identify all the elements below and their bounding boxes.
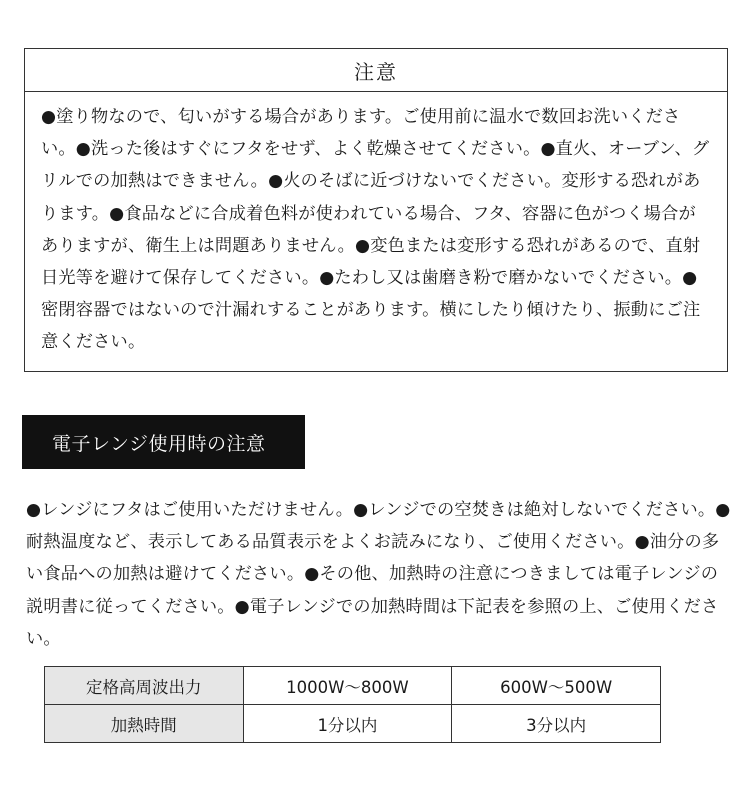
microwave-section-header: 電子レンジ使用時の注意 [22,415,305,469]
table-row [45,705,661,743]
heating-time-table [44,666,661,743]
output-label-cell: 定格高周波出力 [45,667,244,705]
notice-box [24,48,728,372]
notice-title: 注意 [25,49,727,92]
time-high-cell: 1分以内 [243,705,452,743]
output-low-cell: 600W〜500W [452,667,661,705]
time-low-cell: 3分以内 [452,705,661,743]
table-row [45,667,661,705]
notice-body: ●塗り物なので、匂いがする場合があります。ご使用前に温水で数回お洗いください。●洗った後はすぐにフタをせず、よく乾燥させてください。●直火、オーブン、グリルでの加熱はできません。●火のそばに近づけないでください。変形する恐れがあります。●食品などに合成着色料が使われている場合、フタ、容器に色がつく場合がありますが、衛生上は問題ありません。●変色または変形する恐れがあるので、直射日光等を避けて保存してください。●たわし又は歯磨き粉で磨かないでください。●密閉容器ではないので汁漏れすることがあります。横にしたり傾けたり、振動にご注意ください。 [41,107,710,353]
output-high-cell: 1000W〜800W [243,667,452,705]
microwave-notice-body: ●レンジにフタはご使用いただけません。●レンジでの空焚きは絶対しないでください。●耐熱温度など、表示してある品質表示をよくお読みになり、ご使用ください。●油分の多い食品への加熱は避けてください。●その他、加熱時の注意につきましては電子レンジの説明書に従ってください。●電子レンジでの加熱時間は下記表を参照の上、ご使用ください。 [26,500,731,649]
time-label-cell: 加熱時間 [45,705,244,743]
